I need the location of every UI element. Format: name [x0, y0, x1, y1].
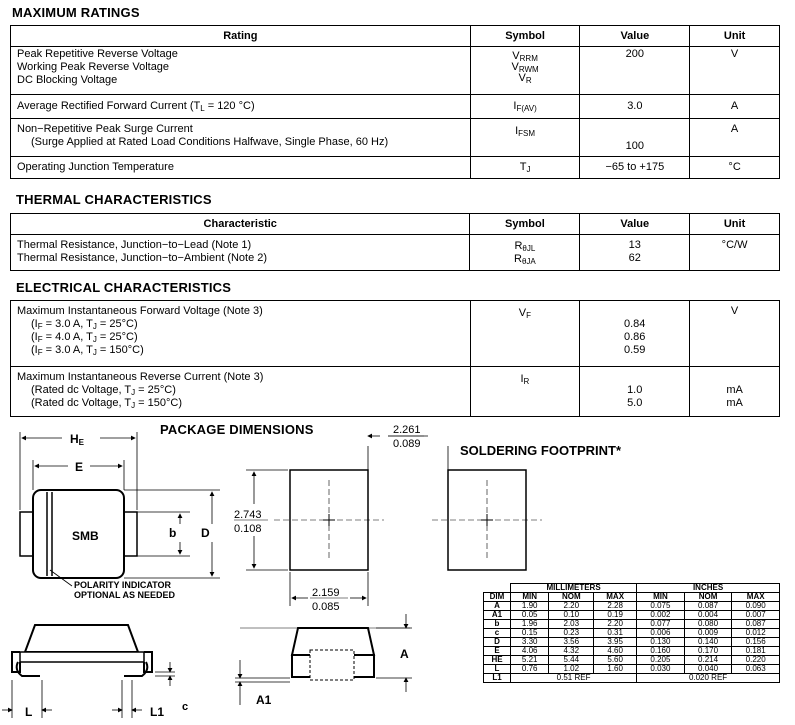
value-cell: 3.95 — [594, 638, 637, 647]
table-row — [11, 119, 780, 157]
value-cell: 3.30 — [511, 638, 549, 647]
col-header-value: Value — [580, 26, 690, 47]
thermal-table — [10, 213, 780, 271]
unit-cell: A — [690, 95, 780, 119]
value-cell: 1.02 — [549, 665, 594, 674]
footprint-height-mm: 2.743 — [234, 509, 262, 521]
value-cell: 0.10 — [549, 611, 594, 620]
col-mm-nom: NOM — [549, 593, 594, 602]
value-cell: 0.19 — [594, 611, 637, 620]
characteristic-cell: Thermal Resistance, Junction−to−Lead (Note 1) Thermal Resistance, Junction−to−Ambient (Note 2) — [11, 235, 470, 271]
col-header-characteristic: Characteristic — [11, 214, 470, 235]
soldering-footprint-title: SOLDERING FOOTPRINT* — [460, 443, 622, 458]
value-cell: 0.012 — [732, 629, 780, 638]
c-label: c — [182, 701, 189, 713]
col-header-rating: Rating — [11, 26, 471, 47]
value-cell: 13 62 — [580, 235, 690, 271]
value-cell: 5.21 — [511, 656, 549, 665]
value-cell: 0.31 — [594, 629, 637, 638]
col-in-max: MAX — [732, 593, 780, 602]
value-cell: 0.130 — [637, 638, 685, 647]
value-cell: 0.075 — [637, 602, 685, 611]
table-header-row — [11, 214, 780, 235]
table-row — [484, 665, 780, 674]
footprint-height-in: 0.108 — [234, 523, 262, 535]
value-cell: 0.214 — [684, 656, 732, 665]
table-row — [11, 157, 780, 179]
package-top-view — [0, 420, 240, 610]
table-row — [484, 674, 780, 683]
col-header-unit: Unit — [690, 214, 780, 235]
symbol-cell: $I_{FSM}$ — [470, 119, 580, 157]
package-end-view — [230, 610, 430, 725]
inches-header: INCHES — [637, 584, 780, 593]
value-cell: 0.140 — [684, 638, 732, 647]
millimeters-header: MILLIMETERS — [511, 584, 637, 593]
value-cell: 0.170 — [684, 647, 732, 656]
col-in-nom: NOM — [684, 593, 732, 602]
value-cell: 0.087 — [684, 602, 732, 611]
value-cell: 3.56 — [549, 638, 594, 647]
footprint-gap-in: 0.085 — [312, 601, 340, 613]
dim-cell: L — [484, 665, 511, 674]
symbol-cell: $I_{F(AV)}$ — [470, 95, 580, 119]
value-cell: 0.220 — [732, 656, 780, 665]
value-cell: 0.76 — [511, 665, 549, 674]
value-cell: 0.080 — [684, 620, 732, 629]
table-row — [11, 367, 780, 417]
col-header-unit: Unit — [690, 26, 780, 47]
value-cell: 0.007 — [732, 611, 780, 620]
dim-cell: E — [484, 647, 511, 656]
symbol-cell: $R_{\theta JL}$ $R_{\theta JA}$ — [470, 235, 580, 271]
value-cell: 2.03 — [549, 620, 594, 629]
symbol-cell: $I_R$ — [470, 367, 580, 417]
value-cell: 1.60 — [594, 665, 637, 674]
characteristic-cell: Maximum Instantaneous Forward Voltage (Note 3) ($I_F = 3.0$ A, $T_J = 25^\circ C$) ($I_F = 4.0$ A, $T_J = 25^\circ C$) ($I_F = 3.0$ A, $T_J = 150^\circ C$) — [11, 301, 471, 367]
value-cell: 0.15 — [511, 629, 549, 638]
value-cell: 0.05 — [511, 611, 549, 620]
table-row — [11, 301, 780, 367]
unit-cell: °C/W — [690, 235, 780, 271]
value-cell: 4.06 — [511, 647, 549, 656]
value-cell: 5.44 — [549, 656, 594, 665]
table-row — [11, 235, 780, 271]
value-cell: 0.090 — [732, 602, 780, 611]
value-cell: 5.60 — [594, 656, 637, 665]
value-cell: 1.96 — [511, 620, 549, 629]
d-label: D — [201, 526, 210, 540]
value-cell: 4.60 — [594, 647, 637, 656]
col-dim: DIM — [484, 593, 511, 602]
col-mm-min: MIN — [511, 593, 549, 602]
package-side-view — [0, 610, 200, 725]
rating-cell: Operating Junction Temperature — [11, 157, 471, 179]
dim-cell: D — [484, 638, 511, 647]
dim-cell: A — [484, 602, 511, 611]
value-cell: 0.23 — [549, 629, 594, 638]
smb-label: SMB — [72, 529, 99, 543]
a1-label: A1 — [256, 693, 272, 707]
table-row — [11, 47, 780, 95]
value-cell: 0.077 — [637, 620, 685, 629]
value-cell: 3.0 — [580, 95, 690, 119]
value-cell: 0.063 — [732, 665, 780, 674]
rating-cell: Non−Repetitive Peak Surge Current (Surge Applied at Rated Load Conditions Halfwave, Single Phase, 60 Hz) — [11, 119, 471, 157]
dim-cell: c — [484, 629, 511, 638]
symbol-cell: $V_F$ — [470, 301, 580, 367]
value-cell: 1.90 — [511, 602, 549, 611]
e-label: E — [75, 460, 84, 474]
symbol-cell: $V_{RRM}$ $V_{RWM}$ $V_R$ — [470, 47, 580, 95]
table-row — [11, 95, 780, 119]
col-header-value: Value — [580, 214, 690, 235]
rating-cell: Peak Repetitive Reverse Voltage Working Peak Reverse Voltage DC Blocking Voltage — [11, 47, 471, 95]
dim-cell: A1 — [484, 611, 511, 620]
symbol-cell: $T_J$ — [470, 157, 580, 179]
unit-cell: A — [690, 119, 780, 157]
b-label: b — [169, 526, 177, 540]
dim-cell: L1 — [484, 674, 511, 683]
a-label: A — [400, 647, 409, 661]
package-dimensions-title: PACKAGE DIMENSIONS — [160, 422, 314, 437]
footprint-width-in: 0.089 — [393, 438, 421, 450]
unit-cell: °C — [690, 157, 780, 179]
col-in-min: MIN — [637, 593, 685, 602]
value-cell: 0.51 REF — [511, 674, 637, 683]
max-ratings-title: MAXIMUM RATINGS — [12, 5, 140, 20]
value-cell: 0.84 0.86 0.59 — [580, 301, 690, 367]
unit-cell: V — [690, 47, 780, 95]
l-label: L — [25, 705, 33, 719]
unit-cell: V — [690, 301, 780, 367]
he-label: HE — [70, 432, 85, 447]
value-cell: −65 to +175 — [580, 157, 690, 179]
electrical-title: ELECTRICAL CHARACTERISTICS — [16, 280, 232, 295]
table-header-row — [11, 26, 780, 47]
value-cell: 0.156 — [732, 638, 780, 647]
value-cell: 0.004 — [684, 611, 732, 620]
value-cell: 200 — [580, 47, 690, 95]
value-cell: 0.020 REF — [637, 674, 780, 683]
value-cell: 100 — [580, 119, 690, 157]
electrical-table — [10, 300, 780, 417]
l1-label: L1 — [150, 705, 165, 719]
value-cell: 2.28 — [594, 602, 637, 611]
value-cell: 2.20 — [549, 602, 594, 611]
dim-cell: b — [484, 620, 511, 629]
thermal-title: THERMAL CHARACTERISTICS — [16, 192, 212, 207]
value-cell: 4.32 — [549, 647, 594, 656]
characteristic-cell: Maximum Instantaneous Reverse Current (Note 3) (Rated dc Voltage, $T_J = 25^\circ C$) (Rated dc Voltage, $T_J = 150^\circ C$) — [11, 367, 471, 417]
value-cell: 2.20 — [594, 620, 637, 629]
footprint-width-mm: 2.261 — [393, 424, 421, 436]
value-cell: 0.030 — [637, 665, 685, 674]
max-ratings-table — [10, 25, 780, 179]
value-cell: 0.205 — [637, 656, 685, 665]
value-cell: 0.181 — [732, 647, 780, 656]
col-header-symbol: Symbol — [470, 214, 580, 235]
value-cell: 0.040 — [684, 665, 732, 674]
value-cell: 0.009 — [684, 629, 732, 638]
rating-cell: Average Rectified Forward Current ($T_L = 120$ °C) — [11, 95, 471, 119]
footprint-gap-mm: 2.159 — [312, 587, 340, 599]
value-cell: 0.087 — [732, 620, 780, 629]
unit-cell: mA mA — [690, 367, 780, 417]
dimensions-table — [483, 583, 780, 683]
polarity-note: POLARITY INDICATOR OPTIONAL AS NEEDED — [74, 580, 176, 600]
col-mm-max: MAX — [594, 593, 637, 602]
value-cell: 0.002 — [637, 611, 685, 620]
value-cell: 0.160 — [637, 647, 685, 656]
value-cell: 1.0 5.0 — [580, 367, 690, 417]
col-header-symbol: Symbol — [470, 26, 580, 47]
dim-cell: HE — [484, 656, 511, 665]
value-cell: 0.006 — [637, 629, 685, 638]
